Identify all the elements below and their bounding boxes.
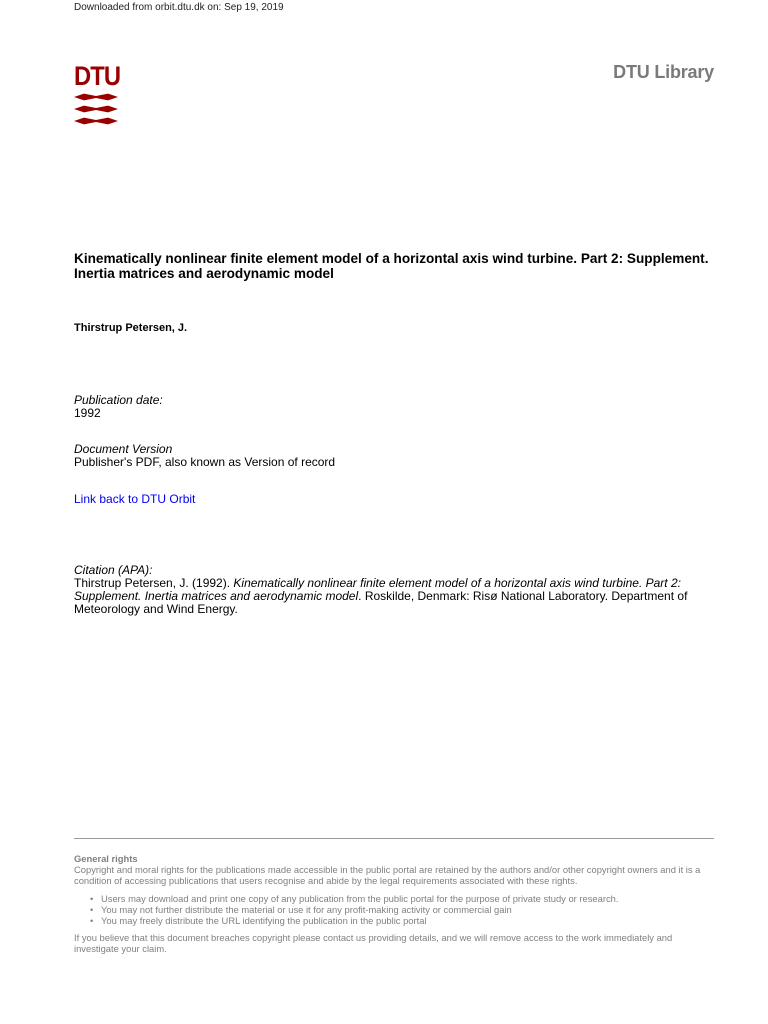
publication-date-value: 1992: [74, 406, 101, 420]
download-note: Downloaded from orbit.dtu.dk on: Sep 19, 2019: [74, 2, 284, 13]
document-version: [74, 443, 335, 469]
citation-text: [74, 577, 716, 616]
document-version-label: Document Version: [74, 442, 173, 456]
list-item: • Users may download and print one copy of any publication from the public portal for the purpose of private study or research.: [88, 893, 716, 904]
general-rights-closing: If you believe that this document breaches copyright please contact us providing details, and we will remove access to the work immediately and investigate your claim.: [74, 932, 673, 954]
general-rights-list: [74, 893, 716, 926]
citation-label: Citation (APA):: [74, 563, 153, 577]
citation-prefix: Thirstrup Petersen, J. (1992).: [74, 576, 234, 590]
citation-title: Kinematically nonlinear finite element model of a horizontal axis wind turbine. Part 2: Supplement. Inertia matrices and aerodynamic model: [74, 576, 681, 603]
publication-date: [74, 394, 163, 420]
document-title: Kinematically nonlinear finite element model of a horizontal axis wind turbine. Part 2: Supplement. Inertia matrices and aerodynamic model: [74, 251, 709, 281]
general-rights: [74, 853, 716, 954]
list-item: • You may freely distribute the URL identifying the publication in the public portal: [88, 915, 716, 926]
document-version-value: Publisher's PDF, also known as Version of record: [74, 455, 336, 469]
general-rights-intro: Copyright and moral rights for the publications made accessible in the public portal are retained by the authors and/or other copyright owners and it is a condition of accessing publications that users recognise and abide by the legal requirements associated with these rights.: [74, 864, 701, 886]
dtu-logo-mark-icon: [74, 93, 118, 125]
author: Thirstrup Petersen, J.: [74, 322, 188, 334]
divider: [74, 838, 714, 839]
dtu-library-label: DTU Library: [613, 62, 714, 82]
general-rights-heading: General rights: [74, 853, 138, 864]
dtu-orbit-link[interactable]: Link back to DTU Orbit: [74, 492, 196, 506]
dtu-logo-text: DTU: [74, 61, 121, 91]
citation-suffix: . Roskilde, Denmark: Risø National Laboratory. Department of Meteorology and Wind Energy.: [74, 589, 688, 616]
list-item: • You may not further distribute the material or use it for any profit-making activity or commercial gain: [88, 904, 716, 915]
citation: [74, 564, 716, 616]
dtu-logo: [74, 61, 121, 125]
publication-date-label: Publication date:: [74, 393, 163, 407]
